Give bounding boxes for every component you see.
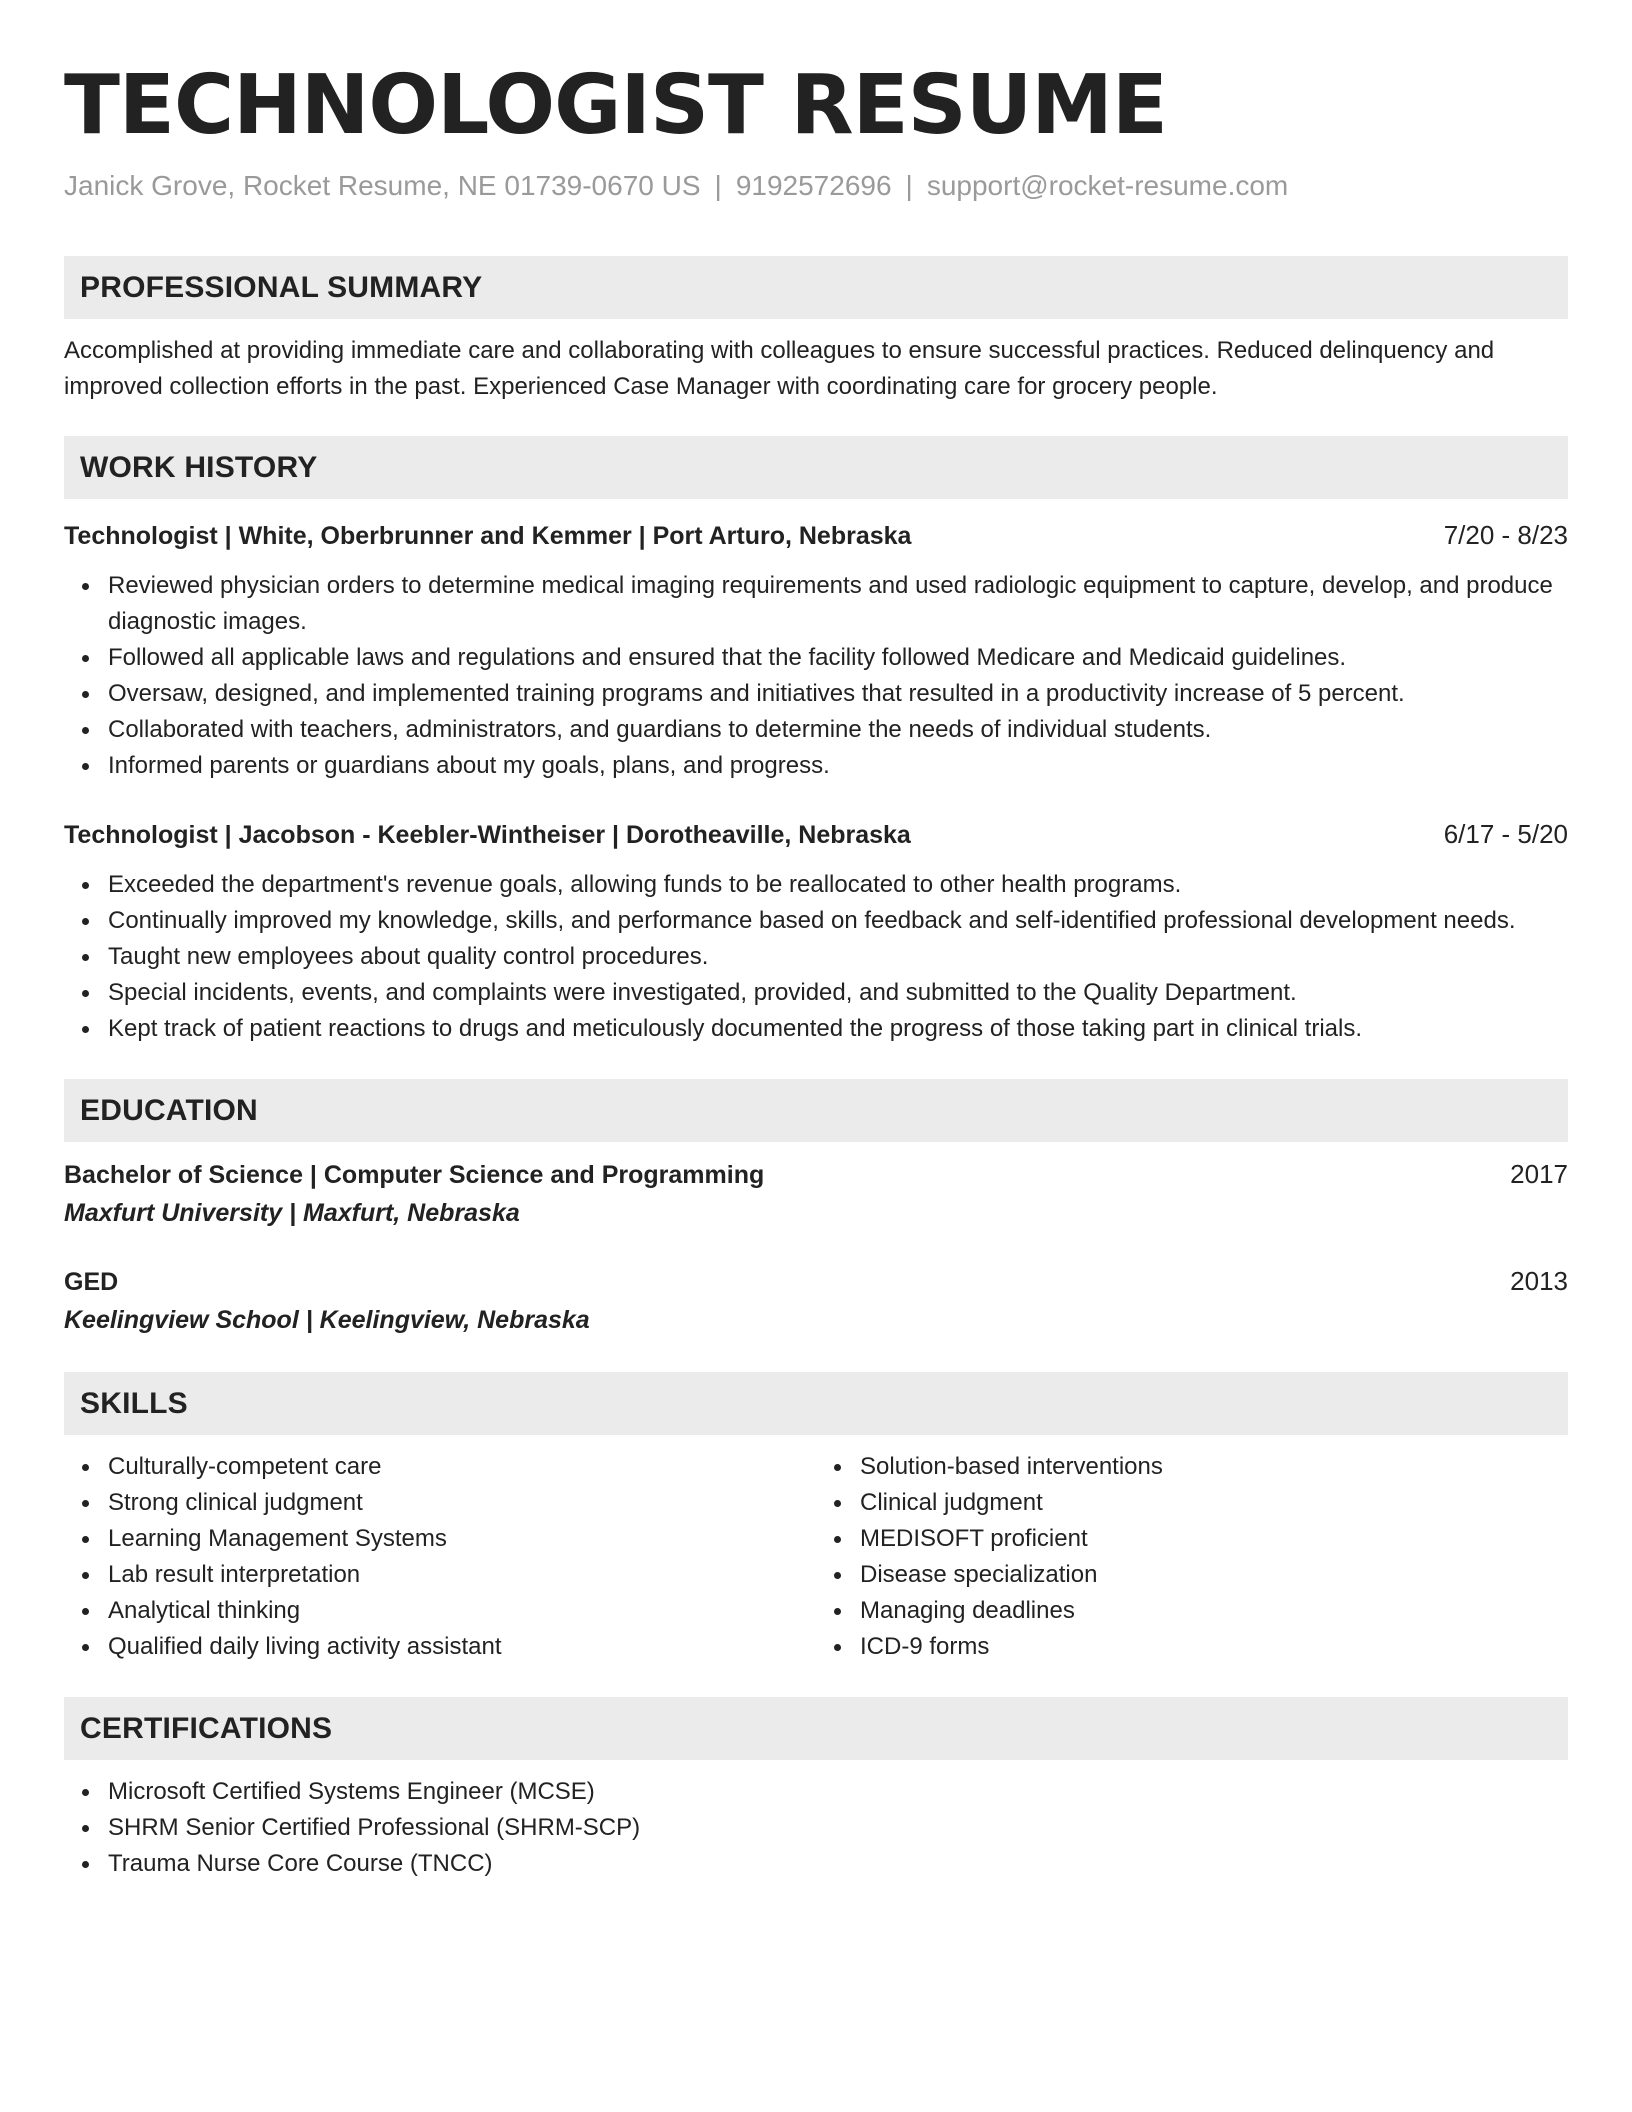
skill-item: ICD-9 forms bbox=[860, 1629, 1568, 1665]
list-item: Kept track of patient reactions to drugs and meticulously documented the progress of those taking part in clinical trials. bbox=[108, 1011, 1568, 1047]
job-bullets bbox=[64, 867, 1568, 1047]
resume-title: TECHNOLOGIST RESUME bbox=[64, 58, 1167, 153]
skill-item: Managing deadlines bbox=[860, 1593, 1568, 1629]
section-header-skills: SKILLS bbox=[64, 1372, 1568, 1435]
contact-email[interactable]: support@rocket-resume.com bbox=[926, 170, 1289, 201]
contact-separator: | bbox=[905, 170, 913, 201]
skill-item: MEDISOFT proficient bbox=[860, 1521, 1568, 1557]
section-header-work-history: WORK HISTORY bbox=[64, 436, 1568, 499]
certification-item: Microsoft Certified Systems Engineer (MCSE) bbox=[108, 1774, 1568, 1810]
education-school: Maxfurt University | Maxfurt, Nebraska bbox=[64, 1199, 520, 1227]
job-header bbox=[64, 816, 1568, 853]
skill-item: Solution-based interventions bbox=[860, 1449, 1568, 1485]
education-entry bbox=[64, 1263, 1568, 1340]
skill-item: Analytical thinking bbox=[108, 1593, 816, 1629]
job-dates: 6/17 - 5/20 bbox=[1443, 819, 1568, 849]
summary-text: Accomplished at providing immediate care and collaborating with colleagues to ensure successful practices. Reduced delinquency and improved collection efforts in the past. Experienced Case Manager with coordinating care for grocery people. bbox=[64, 337, 1495, 400]
education-degree: GED bbox=[64, 1268, 119, 1296]
skill-item: Learning Management Systems bbox=[108, 1521, 816, 1557]
certification-item: SHRM Senior Certified Professional (SHRM-SCP) bbox=[108, 1810, 1568, 1846]
job-title: Technologist | Jacobson - Keebler-Wintheiser | Dorotheaville, Nebraska bbox=[64, 821, 911, 849]
certification-item: Trauma Nurse Core Course (TNCC) bbox=[108, 1846, 1568, 1882]
job-header bbox=[64, 517, 1568, 554]
education-header bbox=[64, 1156, 1568, 1193]
contact-address: Janick Grove, Rocket Resume, NE 01739-0670 US bbox=[64, 170, 701, 201]
education-degree: Bachelor of Science | Computer Science and Programming bbox=[64, 1161, 765, 1189]
skills-grid bbox=[64, 1449, 1568, 1665]
skill-item: Culturally-competent care bbox=[108, 1449, 816, 1485]
list-item: Oversaw, designed, and implemented training programs and initiatives that resulted in a productivity increase of 5 percent. bbox=[108, 676, 1568, 712]
certifications-list bbox=[64, 1774, 1568, 1882]
education-header bbox=[64, 1263, 1568, 1300]
skill-item: Strong clinical judgment bbox=[108, 1485, 816, 1521]
section-header-summary: PROFESSIONAL SUMMARY bbox=[64, 256, 1568, 319]
list-item: Continually improved my knowledge, skills, and performance based on feedback and self-identified professional development needs. bbox=[108, 903, 1568, 939]
job-bullets bbox=[64, 568, 1568, 784]
list-item: Collaborated with teachers, administrators, and guardians to determine the needs of individual students. bbox=[108, 712, 1568, 748]
education-entry bbox=[64, 1156, 1568, 1233]
list-item: Exceeded the department's revenue goals, allowing funds to be reallocated to other health programs. bbox=[108, 867, 1568, 903]
skills-column-right bbox=[816, 1449, 1568, 1665]
list-item: Taught new employees about quality control procedures. bbox=[108, 939, 1568, 975]
skill-item: Lab result interpretation bbox=[108, 1557, 816, 1593]
job-entry bbox=[64, 517, 1568, 784]
section-header-certifications: CERTIFICATIONS bbox=[64, 1697, 1568, 1760]
job-dates: 7/20 - 8/23 bbox=[1443, 520, 1568, 550]
education-school: Keelingview School | Keelingview, Nebraska bbox=[64, 1306, 590, 1334]
skills-column-left bbox=[64, 1449, 816, 1665]
job-title: Technologist | White, Oberbrunner and Kemmer | Port Arturo, Nebraska bbox=[64, 522, 912, 550]
job-entry bbox=[64, 816, 1568, 1047]
section-header-education: EDUCATION bbox=[64, 1079, 1568, 1142]
education-year: 2013 bbox=[1510, 1266, 1568, 1296]
skill-item: Clinical judgment bbox=[860, 1485, 1568, 1521]
skill-item: Disease specialization bbox=[860, 1557, 1568, 1593]
list-item: Followed all applicable laws and regulations and ensured that the facility followed Medicare and Medicaid guidelines. bbox=[108, 640, 1568, 676]
education-year: 2017 bbox=[1510, 1159, 1568, 1189]
contact-separator: | bbox=[714, 170, 722, 201]
contact-phone: 9192572696 bbox=[735, 170, 892, 201]
list-item: Special incidents, events, and complaints were investigated, provided, and submitted to the Quality Department. bbox=[108, 975, 1568, 1011]
list-item: Informed parents or guardians about my goals, plans, and progress. bbox=[108, 748, 1568, 784]
contact-line bbox=[64, 168, 1568, 204]
list-item: Reviewed physician orders to determine medical imaging requirements and used radiologic equipment to capture, develop, and produce diagnostic images. bbox=[108, 568, 1568, 640]
skill-item: Qualified daily living activity assistant bbox=[108, 1629, 816, 1665]
